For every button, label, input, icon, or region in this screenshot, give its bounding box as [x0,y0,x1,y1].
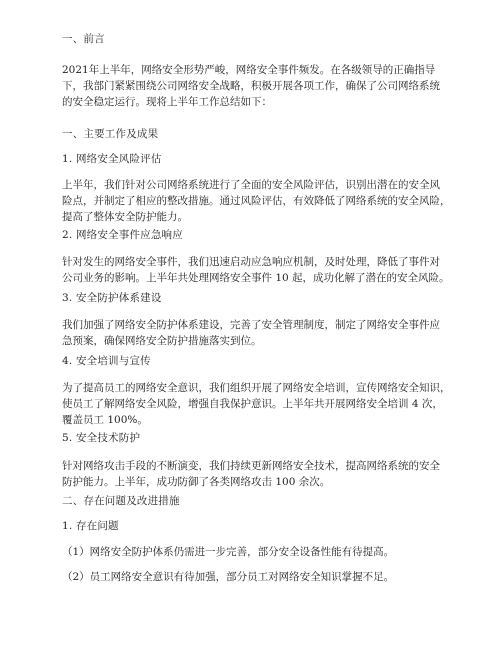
risk-line: 险点，并制定了相应的整改措施。通过风险评估，有效降低了网络系统的安全风险， [62,195,451,207]
risk-line: 提高了整体安全防护能力。 [62,211,188,223]
problem-item-2: （2）员工网络安全意识有待加强，部分员工对网络安全知识掌握不足。 [62,571,395,583]
problem-item-1: （1）网络安全防护体系仍需进一步完善，部分安全设备性能有待提高。 [62,546,395,558]
training-line: 覆盖员工 100%。 [62,414,148,426]
intro-line: 2021年上半年，网络安全形势严峻，网络安全事件频发。在各级领导的正确指导 [62,64,436,76]
section-heading-preface: 一、前言 [62,33,105,45]
training-line: 为了提高员工的网络安全意识，我们组织开展了网络安全培训，宣传网络安全知识， [62,382,451,394]
subheading-protection-system: 3. 安全防护体系建设 [62,292,162,304]
risk-assessment-paragraph [62,177,451,225]
training-paragraph [62,380,451,428]
intro-line: 的安全稳定运行。现将上半年工作总结如下： [62,96,272,108]
section-heading-problems: 二、存在问题及改进措施 [62,495,180,507]
emergency-line: 公司业务的影响。上半年共处理网络安全事件 10 起，成功化解了潜在的安全风险。 [62,272,450,284]
intro-paragraph [62,62,440,110]
subheading-emergency-response: 2. 网络安全事件应急响应 [62,229,183,241]
system-line: 急预案，确保网络安全防护措施落实到位。 [62,335,262,347]
risk-line: 上半年，我们针对公司网络系统进行了全面的安全风险评估，识别出潜在的安全风 [62,179,440,191]
tech-line: 防护能力。上半年，成功防御了各类网络攻击 100 余次。 [62,476,331,488]
system-line: 我们加强了网络安全防护体系建设，完善了安全管理制度，制定了网络安全事件应 [62,319,440,331]
section-heading-main-work: 一、主要工作及成果 [62,128,159,140]
emergency-response-paragraph [62,254,450,286]
protection-system-paragraph [62,317,440,349]
subheading-risk-assessment: 1. 网络安全风险评估 [62,153,162,165]
tech-protection-paragraph [62,458,440,490]
intro-line: 下，我部门紧紧围绕公司网络安全战略，积极开展各项工作，确保了公司网络系统 [62,80,440,92]
subheading-existing-problems: 1. 存在问题 [62,520,119,532]
subheading-training: 4. 安全培训与宣传 [62,355,151,367]
subheading-tech-protection: 5. 安全技术防护 [62,432,141,444]
tech-line: 针对网络攻击手段的不断演变，我们持续更新网络安全技术，提高网络系统的安全 [62,460,440,472]
emergency-line: 针对发生的网络安全事件，我们迅速启动应急响应机制，及时处理，降低了事件对 [62,256,440,268]
training-line: 使员工了解网络安全风险，增强自我保护意识。上半年共开展网络安全培训 4 次， [62,398,443,410]
